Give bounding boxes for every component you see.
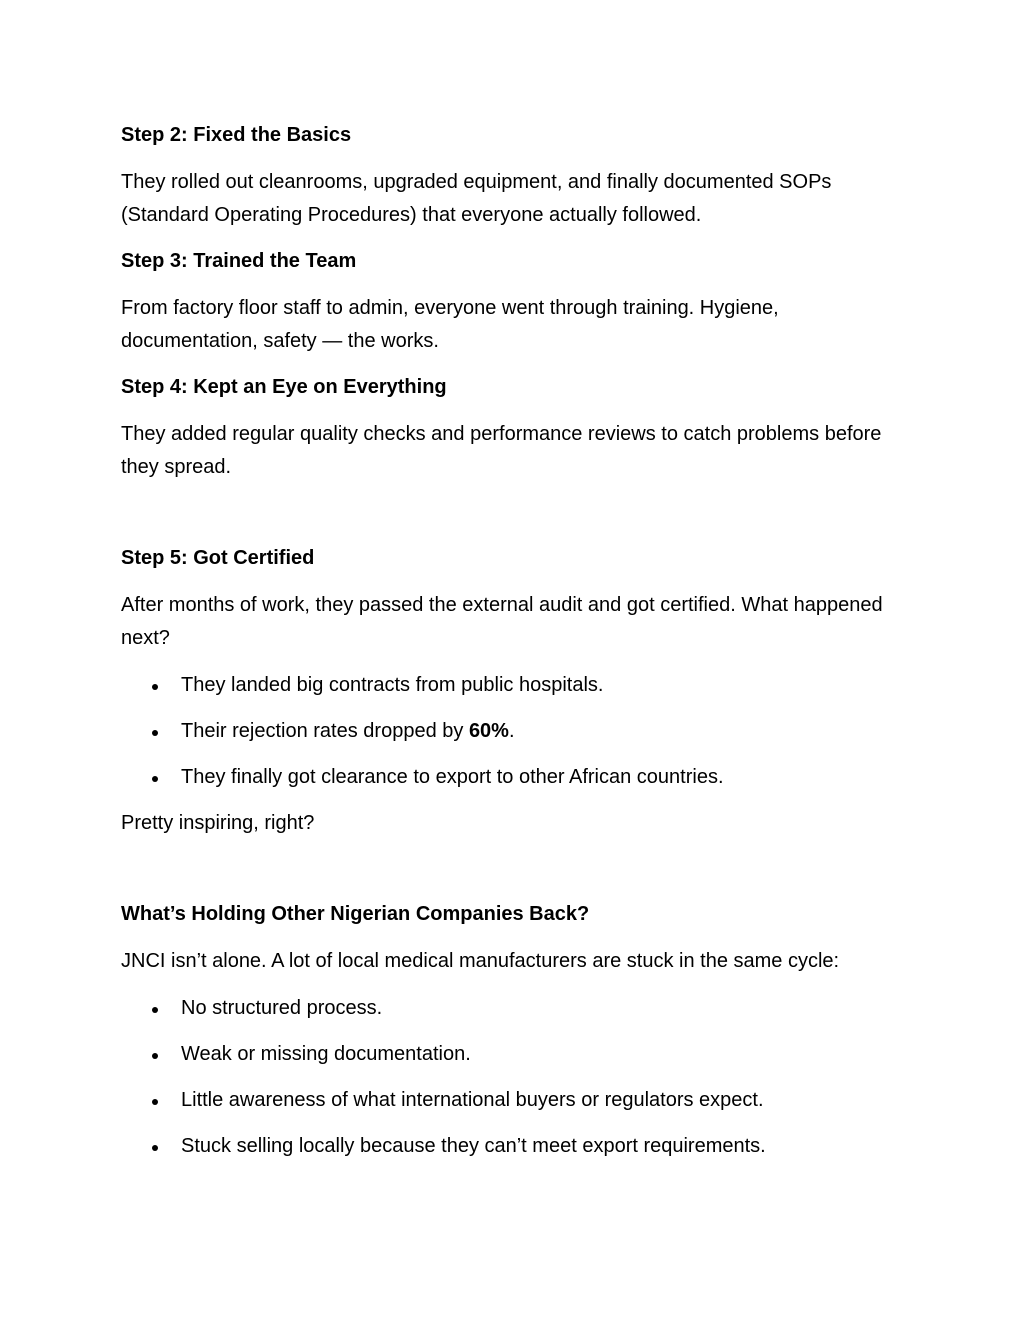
rejection-rate-value: 60% [468, 720, 509, 742]
list-item-text-prefix: Their rejection rates dropped by [181, 720, 469, 742]
step2-heading: Step 2: Fixed the Basics [121, 124, 352, 146]
step5-bullet-list [121, 669, 911, 794]
bullet-icon [152, 730, 158, 736]
closing-paragraph: Pretty inspiring, right? [121, 812, 315, 834]
section-spacer [121, 498, 911, 543]
bullet-icon [152, 1007, 158, 1013]
list-item-text: They finally got clearance to export to other African countries. [181, 766, 724, 788]
step3-paragraph: From factory floor staff to admin, everyone went through training. Hygiene, documentation, safety — the works. [121, 297, 779, 352]
list-item-text: No structured process. [181, 997, 383, 1019]
list-item-text-suffix: . [508, 720, 515, 742]
list-item-text: They landed big contracts from public hospitals. [181, 674, 604, 696]
list-item [121, 715, 911, 748]
list-item [121, 992, 911, 1025]
step2-paragraph: They rolled out cleanrooms, upgraded equipment, and finally documented SOPs (Standard Operating Procedures) that everyone actually followed. [121, 171, 832, 226]
holding-back-bullet-list [121, 992, 911, 1163]
list-item-text: Stuck selling locally because they can’t meet export requirements. [181, 1135, 766, 1157]
bullet-icon [152, 776, 158, 782]
step5-heading: Step 5: Got Certified [121, 547, 315, 569]
step4-heading: Step 4: Kept an Eye on Everything [121, 376, 447, 398]
list-item-text: Little awareness of what international buyers or regulators expect. [181, 1089, 764, 1111]
list-item [121, 1130, 911, 1163]
bullet-icon [152, 1145, 158, 1151]
step3-heading: Step 3: Trained the Team [121, 250, 357, 272]
bullet-icon [152, 1053, 158, 1059]
list-item [121, 761, 911, 794]
section-spacer [121, 854, 911, 899]
holding-back-heading: What’s Holding Other Nigerian Companies Back? [121, 903, 590, 925]
list-item [121, 1038, 911, 1071]
list-item [121, 669, 911, 702]
bullet-icon [152, 1099, 158, 1105]
step4-paragraph: They added regular quality checks and performance reviews to catch problems before they spread. [121, 423, 882, 478]
holding-back-paragraph: JNCI isn’t alone. A lot of local medical manufacturers are stuck in the same cycle: [121, 950, 840, 972]
document-body [121, 120, 911, 1176]
bullet-icon [152, 684, 158, 690]
step5-paragraph: After months of work, they passed the external audit and got certified. What happened next? [121, 594, 883, 649]
list-item-text: Weak or missing documentation. [181, 1043, 471, 1065]
list-item [121, 1084, 911, 1117]
